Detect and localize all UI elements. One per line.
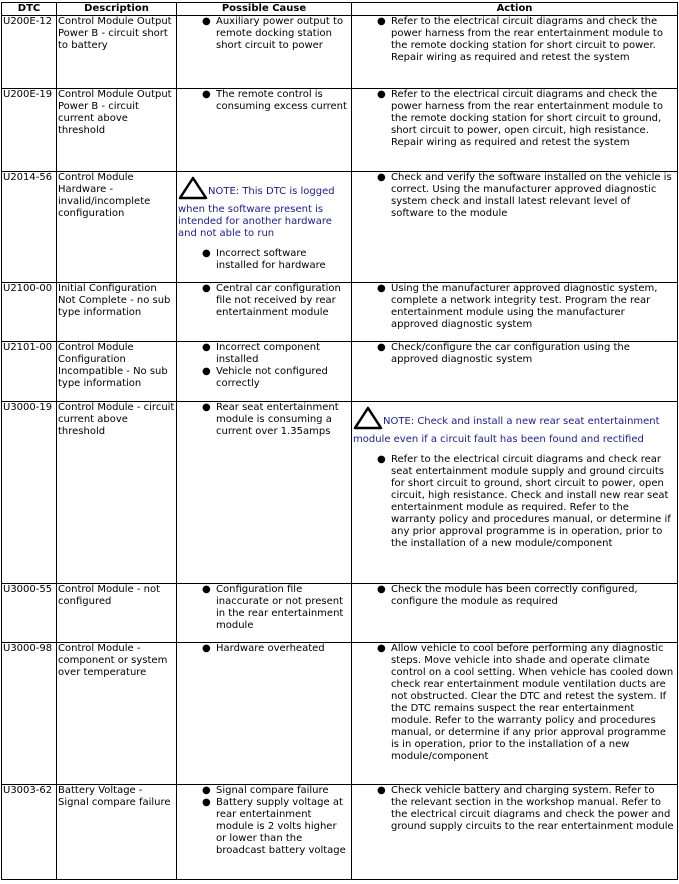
action-item: ● Check/configure the car configuration using the approved diagnostic system: [353, 342, 676, 366]
header-description: Description: [57, 3, 177, 16]
warning-triangle-icon: [353, 406, 383, 434]
cause-item: ● Rear seat entertainment module is consuming a current over 1.35amps: [178, 402, 350, 438]
dtc-code: U3000-19: [2, 402, 57, 584]
action-note: [353, 406, 676, 446]
action-item: ● Refer to the electrical circuit diagrams and check the power harness from the rear entertainment module to the remote docking station for short circuit to power. Repair wiring as required and retest the system: [353, 16, 676, 64]
table-row: [2, 283, 678, 342]
action: [352, 172, 678, 283]
table-row: [2, 402, 678, 584]
dtc-description: Control Module Output Power B - circuit current above threshold: [57, 89, 177, 172]
action: [352, 89, 678, 172]
dtc-code: U3000-98: [2, 643, 57, 785]
action-item: ● Check and verify the software installed on the vehicle is correct. Using the manufacturer approved diagnostic system check and install latest relevant level of software to the module: [353, 172, 676, 220]
cause-item: ● Incorrect component installed: [178, 342, 350, 366]
action-item: ● Check the module has been correctly configured, configure the module as required: [353, 584, 676, 608]
dtc-table: [1, 2, 678, 880]
possible-cause: [177, 16, 352, 89]
cause-item: ● Incorrect software installed for hardware: [178, 248, 350, 272]
header-action: Action: [352, 3, 678, 16]
possible-cause: [177, 584, 352, 643]
possible-cause: [177, 89, 352, 172]
cause-item: ● Signal compare failure: [178, 785, 350, 797]
dtc-description: Control Module Hardware - invalid/incomplete configuration: [57, 172, 177, 283]
dtc-code: U2014-56: [2, 172, 57, 283]
dtc-description: Control Module Configuration Incompatible - No sub type information: [57, 342, 177, 402]
cause-item: ● Central car configuration file not received by rear entertainment module: [178, 283, 350, 319]
dtc-code: U3003-62: [2, 785, 57, 880]
dtc-description: Initial Configuration Not Complete - no sub type information: [57, 283, 177, 342]
action: [352, 785, 678, 880]
possible-cause: [177, 342, 352, 402]
action: [352, 643, 678, 785]
action: [352, 402, 678, 584]
cause-item: ● Auxiliary power output to remote docking station short circuit to power: [178, 16, 350, 52]
action: [352, 283, 678, 342]
possible-cause: [177, 283, 352, 342]
dtc-code: U200E-19: [2, 89, 57, 172]
dtc-code: U2101-00: [2, 342, 57, 402]
table-row: [2, 89, 678, 172]
dtc-description: Battery Voltage - Signal compare failure: [57, 785, 177, 880]
dtc-description: Control Module - circuit current above threshold: [57, 402, 177, 584]
possible-cause: [177, 643, 352, 785]
cause-item: ● Configuration file inaccurate or not present in the rear entertainment module: [178, 584, 350, 632]
table-row: [2, 172, 678, 283]
dtc-code: U3000-55: [2, 584, 57, 643]
action-item: ● Refer to the electrical circuit diagrams and check rear seat entertainment module supply and ground circuits for short circuit to ground, short circuit to power, open circuit, high resistance. Check and install new rear seat entertainment module as required. Refer to the warranty policy and procedures manual, or determine if any prior approval programme is in operation, prior to the installation of a new module/component: [353, 454, 676, 550]
cause-note-text: NOTE: This DTC is logged when the software present is intended for another hardware and not able to run: [178, 186, 335, 239]
warning-triangle-icon: [178, 176, 208, 204]
table-row: [2, 643, 678, 785]
possible-cause: [177, 785, 352, 880]
action-item: ● Check vehicle battery and charging system. Refer to the relevant section in the workshop manual. Refer to the electrical circuit diagrams and check the power and ground supply circuits to the rear entertainment module: [353, 785, 676, 833]
cause-item: ● Hardware overheated: [178, 643, 350, 655]
cause-item: ● Vehicle not configured correctly: [178, 366, 350, 390]
action: [352, 342, 678, 402]
header-dtc: DTC: [2, 3, 57, 16]
cause-note: [178, 176, 350, 240]
action-item: ● Using the manufacturer approved diagnostic system, complete a network integrity test. Program the rear entertainment module using the manufacturer approved diagnostic system: [353, 283, 676, 331]
dtc-code: U200E-12: [2, 16, 57, 89]
action: [352, 584, 678, 643]
possible-cause: [177, 402, 352, 584]
action-item: ● Allow vehicle to cool before performing any diagnostic steps. Move vehicle into shade and operate climate control on a cool setting. When vehicle has cooled down check rear entertainment module ventilation ducts are not obstructed. Clear the DTC and retest the system. If the DTC remains suspect the rear entertainment module. Refer to the warranty policy and procedures manual, or determine if any prior approval programme is in operation, prior to the installation of a new module/component: [353, 643, 676, 763]
dtc-description: Control Module Output Power B - circuit short to battery: [57, 16, 177, 89]
action-note-text: NOTE: Check and install a new rear seat entertainment module even if a circuit fault has been found and rectified: [353, 416, 660, 445]
action-item: ● Refer to the electrical circuit diagrams and check the power harness from the rear entertainment module to the remote docking station for short circuit to ground, short circuit to power, open circuit, high resistance. Repair wiring as required and retest the system: [353, 89, 676, 149]
table-row: [2, 16, 678, 89]
dtc-code: U2100-00: [2, 283, 57, 342]
possible-cause: [177, 172, 352, 283]
action: [352, 16, 678, 89]
table-row: [2, 584, 678, 643]
dtc-description: Control Module - component or system over temperature: [57, 643, 177, 785]
table-row: [2, 342, 678, 402]
cause-item: ● The remote control is consuming excess current: [178, 89, 350, 113]
cause-item: ● Battery supply voltage at rear entertainment module is 2 volts higher or lower than the broadcast battery voltage: [178, 797, 350, 857]
table-row: [2, 785, 678, 880]
header-row: [2, 3, 678, 16]
header-possible-cause: Possible Cause: [177, 3, 352, 16]
dtc-description: Control Module - not configured: [57, 584, 177, 643]
